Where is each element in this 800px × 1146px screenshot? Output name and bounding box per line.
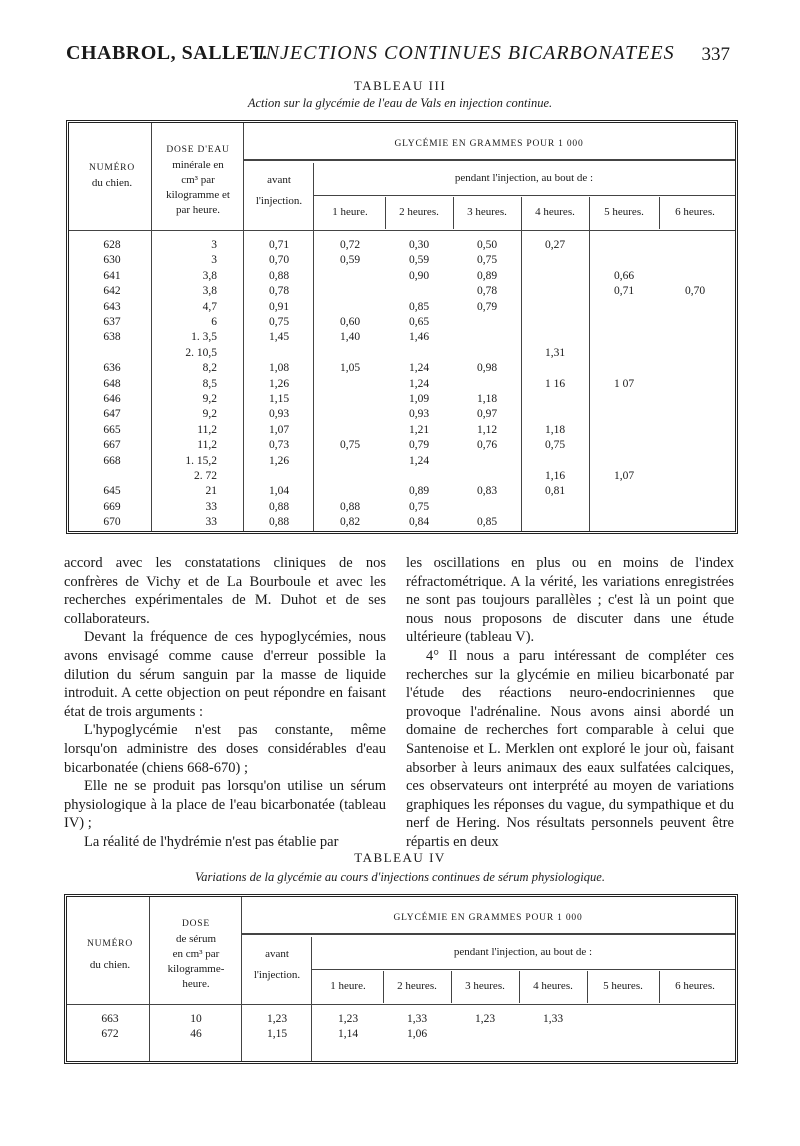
cell-h4: 0,75 bbox=[544, 439, 566, 452]
t4-header-avant: avant l'injection. bbox=[253, 948, 301, 981]
cell-avant: 1,45 bbox=[268, 331, 290, 344]
cell-num: 637 bbox=[103, 316, 121, 328]
table3 bbox=[66, 120, 738, 534]
cell-h3: 0,83 bbox=[476, 485, 498, 498]
cell-h5: 0,71 bbox=[613, 285, 635, 298]
cell-avant: 1,08 bbox=[268, 362, 290, 375]
t4-header-h1: 1 heure. bbox=[330, 980, 366, 992]
cell-num: 638 bbox=[103, 331, 121, 344]
cell-dose: 11,2 bbox=[197, 423, 217, 436]
cell-h2: 0,59 bbox=[408, 254, 430, 267]
cell-avant: 1,07 bbox=[268, 423, 290, 436]
cell-h1: 0,88 bbox=[339, 500, 361, 513]
t4-header-glycemie: GLYCÉMIE EN GRAMMES POUR 1 000 bbox=[393, 913, 583, 923]
cell-num: 647 bbox=[103, 408, 121, 421]
cell-h3: 1,12 bbox=[476, 423, 498, 436]
t4-header-h5: 5 heures. bbox=[603, 980, 643, 992]
cell-num: 669 bbox=[103, 500, 121, 513]
cell-dose: 2. 10,5 bbox=[185, 346, 217, 359]
cell-avant: 0,70 bbox=[268, 254, 290, 267]
cell-avant: 0,75 bbox=[268, 316, 290, 328]
t4-header-h4: 4 heures. bbox=[533, 980, 573, 992]
t4-header-numero: NUMÉRO du chien. bbox=[87, 939, 133, 971]
cell-dose: 3 bbox=[211, 239, 217, 251]
t3-header-h3: 3 heures. bbox=[467, 206, 507, 218]
cell-h6: 0,70 bbox=[684, 285, 706, 298]
cell-num: 648 bbox=[103, 377, 121, 390]
cell-h2: 0,85 bbox=[408, 300, 430, 313]
paragraph: L'hypoglycémie n'est pas constante, même lorsqu'on administre des doses considérables d'eau bicarbonatée (chiens 668-670) ; bbox=[64, 722, 386, 776]
cell-h1: 1,05 bbox=[339, 362, 361, 375]
cell-h3: 1,23 bbox=[474, 1013, 496, 1025]
cell-h3: 0,75 bbox=[476, 254, 498, 267]
cell-h2: 1,33 bbox=[406, 1013, 428, 1025]
cell-h4: 1,33 bbox=[542, 1013, 564, 1025]
cell-num: 643 bbox=[103, 300, 121, 313]
table3-caption: Action sur la glycémie de l'eau de Vals en injection continue. bbox=[247, 96, 553, 110]
cell-h3: 0,98 bbox=[476, 362, 498, 375]
cell-h2: 1,24 bbox=[408, 454, 430, 467]
cell-num: 628 bbox=[103, 239, 121, 251]
cell-h3: 0,79 bbox=[476, 300, 498, 313]
cell-dose: 9,2 bbox=[202, 408, 217, 421]
cell-h4: 1,18 bbox=[544, 423, 566, 436]
cell-dose: 3 bbox=[211, 254, 217, 267]
cell-num: 630 bbox=[103, 254, 121, 267]
cell-h4: 1,16 bbox=[544, 470, 566, 482]
t4-header-dose: DOSE de sérum en cm³ par kilogramme- heure. bbox=[167, 919, 225, 990]
table4-caption: Variations de la glycémie au cours d'injections continues de sérum physiologique. bbox=[195, 870, 605, 884]
cell-h4: 0,81 bbox=[544, 485, 566, 498]
t4-header-h6: 6 heures. bbox=[675, 980, 715, 992]
cell-h1: 0,72 bbox=[339, 239, 361, 251]
running-head bbox=[40, 40, 760, 70]
cell-h1: 0,75 bbox=[339, 439, 361, 452]
cell-h2: 1,46 bbox=[408, 331, 430, 344]
running-head-title: INJECTIONS CONTINUES BICARBONATEES bbox=[258, 42, 675, 64]
cell-avant: 0,88 bbox=[268, 269, 290, 282]
cell-avant: 0,78 bbox=[268, 285, 290, 298]
cell-dose: 21 bbox=[205, 485, 217, 498]
cell-dose: 4,7 bbox=[202, 300, 217, 313]
cell-avant: 1,15 bbox=[268, 393, 290, 405]
cell-num: 636 bbox=[103, 362, 121, 375]
cell-h2: 0,93 bbox=[408, 408, 430, 421]
body-column-right bbox=[406, 554, 734, 852]
t3-header-h1: 1 heure. bbox=[332, 206, 368, 218]
cell-h3: 1,18 bbox=[476, 393, 498, 405]
cell-dose: 11,2 bbox=[197, 439, 217, 452]
paragraph: La réalité de l'hydrémie n'est pas établie par bbox=[84, 833, 339, 850]
cell-h1: 1,40 bbox=[339, 331, 361, 344]
cell-h3: 0,78 bbox=[476, 285, 498, 298]
cell-avant: 0,88 bbox=[268, 500, 290, 513]
cell-dose: 1. 3,5 bbox=[191, 331, 217, 344]
paragraph: 4° Il nous a paru intéressant de compléter ces recherches sur la glycémie en milieu bicarbonaté par l'étude des réactions neuro-endocriniennes que provoque l'adrénaline. Nous avons ainsi abordé un domaine de recherches fort comparable à celui que Santenoise et L. Merklen ont exploré le jour où, faisant absorber à leurs animaux des eaux sulfatées calciques, ces observateurs ont interprété au moyen de variations graphiques les réponses du vague, du sympathique et du nerf de Hering. Nos résultats personnels peuvent être répartis en deux bbox=[406, 647, 734, 850]
cell-dose: 3,8 bbox=[202, 285, 217, 298]
cell-h2: 0,75 bbox=[408, 500, 430, 513]
cell-h2: 1,06 bbox=[406, 1028, 428, 1040]
t3-header-pendant: pendant l'injection, au bout de : bbox=[454, 172, 594, 184]
t3-header-h5: 5 heures. bbox=[604, 206, 644, 218]
t4-header-h3: 3 heures. bbox=[465, 980, 505, 992]
cell-num: 663 bbox=[101, 1013, 119, 1025]
cell-h1: 0,82 bbox=[339, 516, 361, 529]
cell-num: 665 bbox=[103, 423, 121, 436]
t3-header-h6: 6 heures. bbox=[675, 206, 715, 218]
paragraph: accord avec les constatations cliniques de nos confrères de Vichy et de La Bourboule et avec les recherches expérimentales de M. Duhot et de ses collaborateurs. bbox=[64, 555, 386, 627]
cell-num: 641 bbox=[103, 269, 121, 282]
cell-avant: 0,71 bbox=[268, 239, 290, 251]
cell-dose: 33 bbox=[205, 516, 217, 529]
cell-h4: 1,31 bbox=[544, 346, 566, 359]
cell-avant: 0,73 bbox=[268, 439, 290, 452]
cell-h2: 0,30 bbox=[408, 239, 430, 251]
cell-num: 646 bbox=[103, 393, 121, 405]
cell-avant: 1,04 bbox=[268, 485, 290, 498]
cell-h3: 0,50 bbox=[476, 239, 498, 251]
table4 bbox=[64, 894, 738, 1064]
cell-h2: 0,65 bbox=[408, 316, 430, 328]
cell-avant: 1,23 bbox=[266, 1013, 288, 1025]
cell-avant: 0,88 bbox=[268, 516, 290, 529]
cell-num: 668 bbox=[103, 454, 121, 467]
t3-header-h2: 2 heures. bbox=[399, 206, 439, 218]
table4-label: TABLEAU IV bbox=[354, 850, 446, 865]
cell-h2: 1,24 bbox=[408, 362, 430, 375]
cell-avant: 1,15 bbox=[266, 1028, 288, 1040]
cell-dose: 1. 15,2 bbox=[185, 454, 217, 467]
t4-header-h2: 2 heures. bbox=[397, 980, 437, 992]
cell-avant: 1,26 bbox=[268, 377, 290, 390]
cell-h3: 0,97 bbox=[476, 408, 498, 421]
cell-dose: 6 bbox=[211, 316, 217, 328]
cell-num: 645 bbox=[103, 485, 121, 498]
paragraph: Elle ne se produit pas lorsqu'on utilise un sérum physiologique à la place de l'eau bicarbonatée (tableau IV) ; bbox=[64, 778, 386, 832]
cell-num: 672 bbox=[101, 1028, 119, 1040]
cell-h1: 0,59 bbox=[339, 254, 361, 267]
cell-h4: 1 16 bbox=[544, 377, 566, 390]
body-column-left bbox=[64, 554, 386, 852]
cell-h1: 1,23 bbox=[337, 1013, 359, 1025]
t3-header-dose: DOSE D'EAU minérale en cm³ par kilogramme et par heure. bbox=[166, 145, 230, 216]
cell-dose: 10 bbox=[190, 1013, 202, 1025]
page-number: 337 bbox=[701, 44, 730, 65]
cell-h5: 1,07 bbox=[613, 470, 635, 482]
cell-h5: 1 07 bbox=[613, 377, 635, 390]
cell-avant: 1,26 bbox=[268, 454, 290, 467]
t3-header-glycemie: GLYCÉMIE EN GRAMMES POUR 1 000 bbox=[394, 139, 584, 149]
cell-h3: 0,85 bbox=[476, 516, 498, 529]
t3-header-numero: NUMÉRO du chien. bbox=[89, 163, 135, 189]
t3-header-h4: 4 heures. bbox=[535, 206, 575, 218]
paragraph: les oscillations en plus ou en moins de l'index réfractométrique. A la vérité, les variations enregistrées ne sont pas toujours parallèles ; c'est là un point que nous nous proposons de discuter dans une étude ultérieure (tableau V). bbox=[406, 555, 734, 646]
paragraph: Devant la fréquence de ces hypoglycémies, nous avons envisagé comme cause d'erreur possible la dilution du sérum sanguin par la masse de liquide introduit. A cette objection on peut répondre en faisant état de trois arguments : bbox=[64, 629, 386, 720]
cell-dose: 3,8 bbox=[202, 269, 217, 282]
cell-dose: 9,2 bbox=[202, 393, 217, 405]
cell-dose: 2. 72 bbox=[194, 470, 217, 482]
cell-h5: 0,66 bbox=[613, 269, 635, 282]
cell-h1: 0,60 bbox=[339, 316, 361, 328]
cell-num: 670 bbox=[103, 516, 121, 529]
cell-dose: 8,2 bbox=[202, 362, 217, 375]
t3-header-avant: avant l'injection. bbox=[255, 174, 303, 207]
cell-h4: 0,27 bbox=[544, 239, 566, 251]
cell-h3: 0,76 bbox=[476, 439, 498, 452]
table3-label: TABLEAU III bbox=[353, 78, 447, 93]
cell-dose: 33 bbox=[205, 500, 217, 513]
cell-avant: 0,93 bbox=[268, 408, 290, 421]
cell-h2: 1,09 bbox=[408, 393, 430, 405]
cell-avant: 0,91 bbox=[268, 300, 290, 313]
cell-num: 642 bbox=[103, 285, 121, 298]
cell-num: 667 bbox=[103, 439, 121, 452]
cell-h3: 0,89 bbox=[476, 269, 498, 282]
cell-h1: 1,14 bbox=[337, 1028, 359, 1040]
cell-h2: 0,84 bbox=[408, 516, 430, 529]
cell-h2: 0,89 bbox=[408, 485, 430, 498]
cell-h2: 0,79 bbox=[408, 439, 430, 452]
cell-h2: 0,90 bbox=[408, 269, 430, 282]
cell-dose: 8,5 bbox=[202, 377, 217, 390]
running-head-authors: CHABROL, SALLET. bbox=[66, 42, 268, 64]
cell-dose: 46 bbox=[190, 1028, 202, 1040]
cell-h2: 1,21 bbox=[408, 423, 430, 436]
cell-h2: 1,24 bbox=[408, 377, 430, 390]
t4-header-pendant: pendant l'injection, au bout de : bbox=[453, 946, 593, 958]
